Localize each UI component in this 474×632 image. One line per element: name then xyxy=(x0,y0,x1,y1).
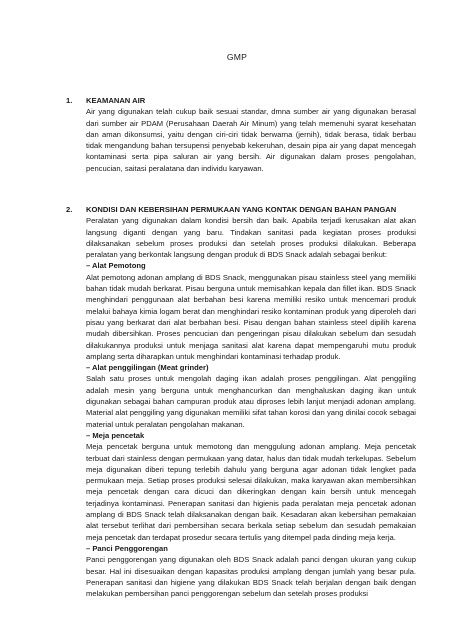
item-text-alat-pemotong: Alat pemotong adonan amplang di BDS Snack, menggunakan pisau stainless steel yang memiliki bahan tidak mudah berkarat. Pisau berguna untuk memisahkan kepala dan fillet ikan. BDS Snack menghindari penggunaan alat berbahan besi karena memiliki resiko untuk mencemari produk melalui bahaya kimia logam berat dan menghindari resiko kontaminan produk yang diperoleh dari pisau yang berkarat dari alat berbahan besi. Pisau dengan bahan stainless steel dipilih karena mudah dibersihkan. Proses pencucian dan pengeringan pisau dilakukan sebelum dan sesudah dilakukannya produksi untuk menjaga sanitasi alat karena dapat mempengaruhi mutu produk amplang serta diharapkan untuk menghindari kontaminasi terhadap produk. xyxy=(86,272,416,361)
section-heading xyxy=(66,204,416,215)
section-kondisi-kebersihan xyxy=(66,204,416,599)
section-paragraph: Air yang digunakan telah cukup baik sesuai standar, dmna sumber air yang digunakan berasal dari sumber air PDAM (Perusahaan Daerah Air Minum) yang telah memenuhi syarat kesehatan dan aman dikonsumsi, yaitu dengan ciri-ciri tidak berwarna (jernih), tidak berasa, tidak berbau tidak mengandung bahan tersupensi penyebab kekeruhan, desain pipa air yang dapat mencegah kontaminasi serta pipa saluran air yang bersih. Air digunakan dalam proses pengolahan, pencucian, saitasi peralatana dan individu karyawan. xyxy=(86,107,416,173)
section-keamanan-air xyxy=(66,95,416,174)
item-text-panci-penggorengan: Panci penggorengan yang digunakan oleh BDS Snack adalah panci dengan ukuran yang cukup besar. Hal ini disesuaikan dengan kapasitas produksi amplang dengan jumlah yang besar pula. Penerapan sanitasi dan higiene yang dilakukan BDS Snack telah berjalan dengan baik dengan melakukan pembersihan panci penggorengan sebelum dan setelah proses produksi xyxy=(86,555,416,599)
section-number: 1. xyxy=(66,96,73,105)
item-label-alat-pemotong: – Alat Pemotong xyxy=(86,261,146,271)
section-heading xyxy=(66,95,416,106)
section-number: 2. xyxy=(66,205,73,214)
item-text-alat-penggilingan: Salah satu proses untuk mengolah daging ikan adalah proses penggilingan. Alat penggiling adalah mesin yang berguna untuk menghancurkan dan menghaluskan daging ikan untuk digunakan sebagai bahan campuran produk atau diproses lebih lanjut menjadi adonan amplang. Material alat penggiling yang digunakan memiliki sifat tahan korosi dan yang dinilai cocok sebagai material untuk peralatan pengolahan makanan. xyxy=(86,374,416,429)
section-heading-text: KONDISI DAN KEBERSIHAN PERMUKAAN YANG KONTAK DENGAN BAHAN PANGAN xyxy=(86,205,397,214)
document-title: GMP xyxy=(226,52,248,62)
section-heading-text: KEAMANAN AIR xyxy=(86,96,146,105)
item-label-meja-pencetak: – Meja pencetak xyxy=(86,430,145,440)
item-label-panci-penggorengan: – Panci Penggorengan xyxy=(86,543,168,553)
item-text-meja-pencetak: Meja pencetak berguna untuk memotong dan menggulung adonan amplang. Meja pencetak terbuat dari stainless dengan permukaan yang datar, halus dan tidak mudah terkelupas. Sebelum meja digunakan diberi tepung terlebih dahulu yang berguna agar adonan tidak lengket pada permukaan meja. Setiap proses produksi selesai dilakukan, maka karyawan akan membersihkan meja pencetak dengan cara dicuci dan dikeringkan dengan kain bersih untuk mencegah terjadinya kontaminasi. Penerapan sanitasi dan higienis pada peralatan meja pencetak adonan amplang di BDS Snack telah dilaksanakan dengan baik. Kesadaran akan kebersihan pemakaian alat tersebut terlihat dari pembersihan secara berkala setiap sebelum dan sesudah pemakaian meja pencetak dan terdapat prosedur secara tertulis yang ditempel pada dinding meja kerja. xyxy=(86,442,416,542)
section-intro: Peralatan yang digunakan dalam kondisi bersih dan baik. Apabila terjadi kerusakan alat akan langsung diganti dengan yang baru. Tindakan sanitasi pada kegiatan proses produksi dilaksanakan sebelum proses produksi dan setelah proses produksi dilakukan. Beberapa peralatan yang berkontak langsung dengan produk di BDS Snack adalah sebagai berikut: xyxy=(86,216,416,260)
item-label-alat-penggilingan: – Alat penggilingan (Meat grinder) xyxy=(86,363,209,373)
